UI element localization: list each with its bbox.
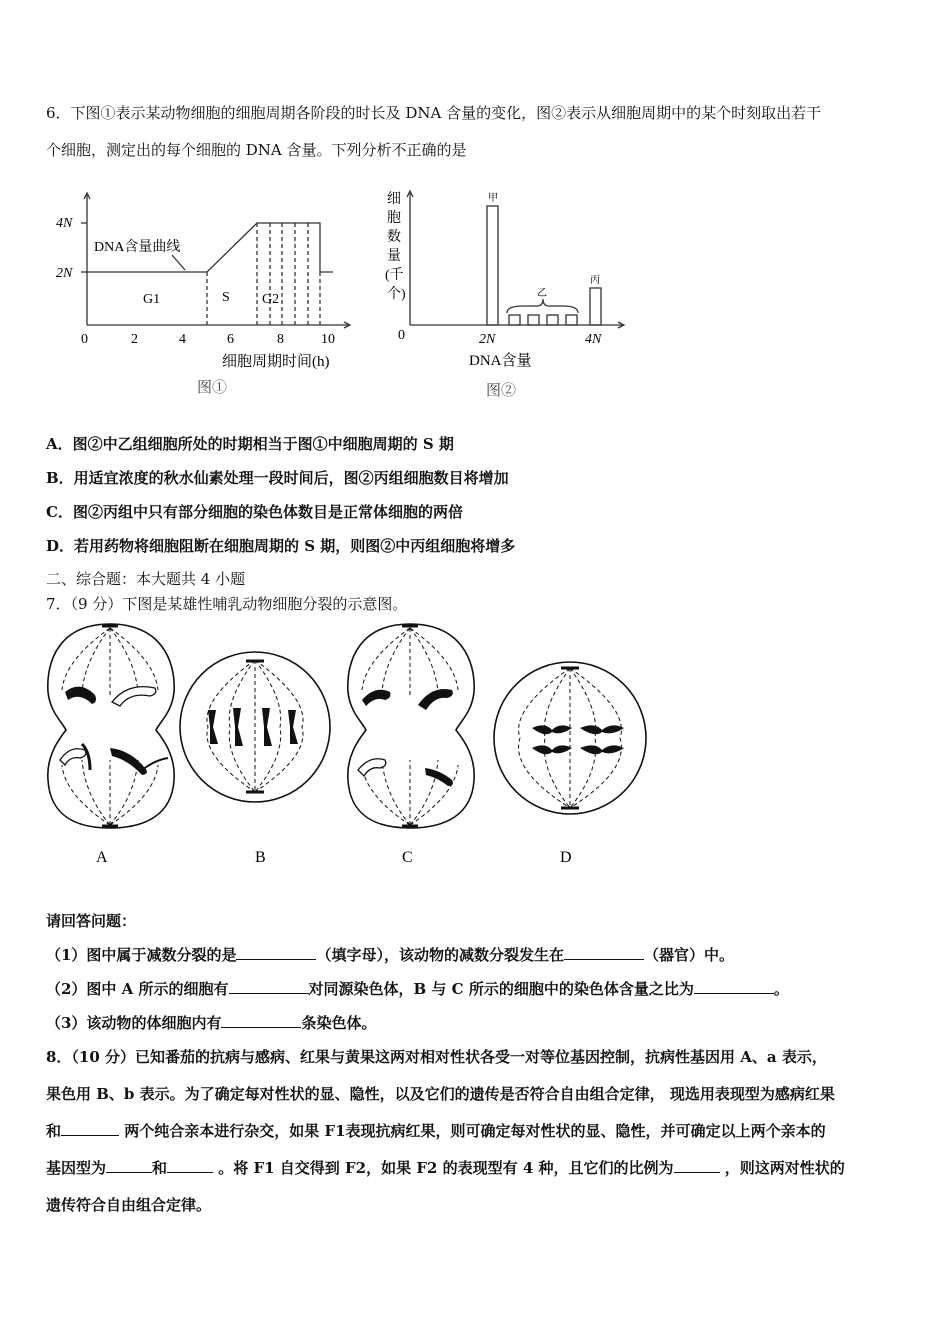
q8-line2: 果色用 B、b 表示。为了确定每对性状的显、隐性，以及它们的遗传是否符合自由组合定律， 现选用表现型为感病红果 — [46, 1085, 835, 1103]
fig1-s-label: S — [222, 290, 230, 305]
cell-division-figure — [40, 620, 650, 870]
fig1-xtick: 0 — [81, 332, 88, 347]
fig2-ylabel-char: 个) — [387, 287, 406, 302]
figure-2 — [385, 183, 640, 401]
fig2-bar-yi — [528, 315, 539, 325]
q8-line3: 和 两个纯合亲本进行杂交，如果 F1表现抗病红果，则可确定每对性状的显、隐性，并可确定以上两个亲本的 — [46, 1122, 826, 1140]
q6-line2: 个细胞，测定出的每个细胞的 DNA 含量。下列分析不正确的是 — [46, 141, 467, 159]
fig2-xlabel: DNA含量 — [469, 353, 532, 369]
fig2-x-4n: 4N — [585, 332, 602, 347]
fig1-xtick: 2 — [131, 332, 138, 347]
fig1-curve-label: DNA含量曲线 — [94, 240, 181, 255]
q7-subquestion-1: （1）图中属于减数分裂的是 （填字母），该动物的减数分裂发生在 （器官）中。 — [46, 946, 734, 964]
fig1-y-4n: 4N — [56, 216, 73, 231]
cell-label-a: A — [96, 849, 108, 866]
cell-a-membrane — [48, 624, 174, 828]
q8-line5: 遗传符合自由组合定律。 — [46, 1196, 212, 1214]
fig1-y-2n: 2N — [56, 266, 73, 281]
fig2-x-2n: 2N — [479, 332, 496, 347]
q7-title: 7．（9 分）下图是某雄性哺乳动物细胞分裂的示意图。 — [46, 595, 408, 613]
fig2-origin: 0 — [398, 328, 405, 343]
fig2-bar-yi — [547, 315, 558, 325]
fig2-ylabel-char: 细 — [387, 192, 401, 207]
fig1-xtick: 8 — [277, 332, 284, 347]
fig2-bar-jia — [487, 206, 498, 325]
fig1-g2-label: G2 — [262, 292, 280, 307]
q6-option-c: C．图②丙组中只有部分细胞的染色体数目是正常体细胞的两倍 — [46, 503, 463, 521]
q6-option-b: B．用适宜浓度的秋水仙素处理一段时间后，图②丙组细胞数目将增加 — [46, 469, 509, 487]
q6-option-a: A．图②中乙组细胞所处的时期相当于图①中细胞周期的 S 期 — [46, 435, 454, 453]
cell-label-b: B — [255, 849, 266, 866]
fig2-bar-yi — [566, 315, 577, 325]
cell-c-membrane — [348, 624, 474, 828]
fig2-group-bing: 丙 — [590, 275, 600, 286]
fig1-xtick: 10 — [321, 332, 335, 347]
fig2-ylabel-char: 量 — [387, 249, 401, 264]
fig2-caption: 图② — [486, 383, 517, 399]
figure-1 — [50, 185, 370, 400]
fig2-ylabel-char: 胞 — [387, 211, 401, 226]
fig1-g1-label: G1 — [143, 292, 161, 307]
q7-prompt: 请回答问题： — [46, 912, 137, 930]
fig2-ylabel-char: 数 — [387, 230, 401, 245]
q7-subquestion-3: （3）该动物的体细胞内有 条染色体。 — [46, 1014, 377, 1032]
fig1-xtick: 4 — [179, 332, 186, 347]
cell-label-c: C — [402, 849, 413, 866]
fig1-xtick: 6 — [227, 332, 234, 347]
fig2-group-jia: 甲 — [488, 193, 498, 204]
fig1-xlabel: 细胞周期时间(h) — [222, 354, 330, 370]
fig1-caption: 图① — [197, 380, 228, 396]
cell-label-d: D — [560, 849, 572, 866]
q6-option-d: D．若用药物将细胞阻断在细胞周期的 S 期，则图②中丙组细胞将增多 — [46, 537, 516, 555]
fig2-bar-yi — [509, 315, 520, 325]
q6-line1: 6．下图①表示某动物细胞的细胞周期各阶段的时长及 DNA 含量的变化，图②表示从细胞周期中的某个时刻取出若干 — [46, 104, 822, 122]
fig2-group-yi: 乙 — [537, 288, 547, 299]
fig2-ylabel-char: (千 — [385, 268, 404, 283]
q8-line4: 基因型为 和 。将 F1 自交得到 F2，如果 F2 的表现型有 4 种，且它们的比例为 ，则这两对性状的 — [46, 1159, 845, 1177]
q7-subquestion-2: （2）图中 A 所示的细胞有 对同源染色体，B 与 C 所示的细胞中的染色体含量之比为 。 — [46, 980, 789, 998]
fig2-bar-bing — [590, 288, 601, 325]
section-2-heading: 二、综合题：本大题共 4 小题 — [46, 570, 246, 588]
q8-line1: 8．（10 分）已知番茄的抗病与感病、红果与黄果这两对相对性状各受一对等位基因控制，抗病性基因用 A、a 表示， — [46, 1048, 827, 1066]
